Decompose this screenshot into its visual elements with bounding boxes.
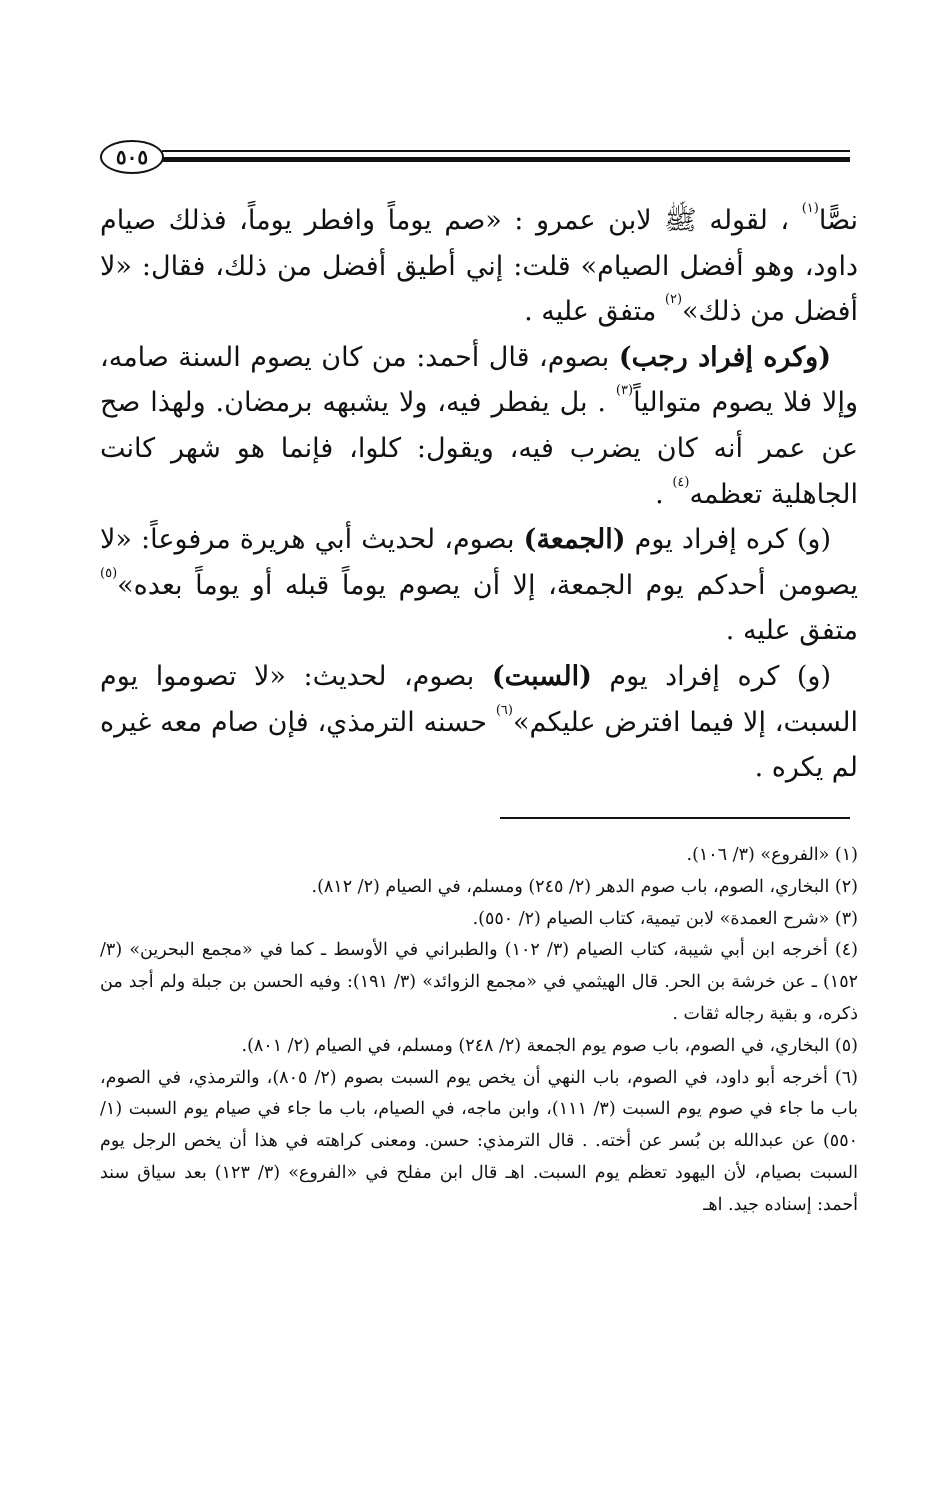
header-rule-thin [162, 150, 850, 152]
text-run: نصًّا [818, 205, 858, 236]
footnote-3: (٣) «شرح العمدة» لابن تيمية، كتاب الصيام (٢/ ٥٥٠). [472, 908, 858, 929]
footnote-ref: (٣) [615, 383, 634, 399]
text-run: بصوم، لحديث: «لا تصوموا يوم السبت، إلا فيما افترض عليكم» [100, 660, 858, 738]
footnote-ref: (٥) [100, 565, 118, 581]
paragraph-3 [100, 517, 858, 654]
text-run: . بل يفطر فيه، ولا يشبهه برمضان. ولهذا صح عن عمر أنه كان يضرب فيه، ويقول: كلوا، فإنما هو شهر كانت الجاهلية تعظمه [100, 387, 858, 510]
page-header [100, 140, 850, 180]
main-text [100, 198, 858, 791]
footnote-ref: (٢) [664, 292, 683, 308]
text-run: بصوم، لحديث أبي هريرة مرفوعاً: «لا يصومن أحدكم يوم الجمعة، إلا أن يصوم يوماً قبله أو يوماً بعده» [100, 524, 858, 601]
footnote-4: (٤) أخرجه ابن أبي شيبة، كتاب الصيام (٣/ ١٠٢) والطبراني في الأوسط ـ كما في «مجمع البحرين» (٣/ ١٥٢) ـ عن خرشة بن الحر. قال الهيثمي في «مجمع الزوائد» (٣/ ١٩١): وفيه الحسن بن جبلة ولم أجد من ذكره، و بقية رجاله ثقات . [100, 940, 858, 1024]
paragraph-1 [100, 198, 858, 335]
footnote-separator [500, 817, 850, 819]
text-run: متفق عليه . [725, 615, 858, 647]
text-run: بصوم، قال أحمد: من كان يصوم السنة صامه، وإلا فلا يصوم متوالياً [100, 341, 858, 419]
bold-term: (الجمعة) [523, 524, 626, 556]
footnotes [100, 840, 858, 1222]
text-run: ، لقوله ﷺ لابن عمرو : «صم يوماً وافطر يوماً، فذلك صيام داود، وهو أفضل الصيام» قلت: إني أطيق أفضل من ذلك، فقال: «لا أفضل من ذلك» [100, 205, 858, 328]
footnote-ref: (٤) [672, 474, 690, 490]
footnote-5: (٥) البخاري، في الصوم، باب صوم يوم الجمعة (٢/ ٢٤٨) ومسلم، في الصيام (٢/ ٨٠١). [241, 1035, 858, 1056]
footnote-2: (٢) البخاري، الصوم، باب صوم الدهر (٢/ ٢٤٥) ومسلم، في الصيام (٢/ ٨١٢). [311, 876, 858, 897]
text-run: . [655, 478, 673, 510]
bold-term: (وكره إفراد رجب) [618, 341, 831, 373]
footnote-1: (١) «الفروع» (٣/ ١٠٦). [686, 845, 858, 865]
text-run: حسنه الترمذي، فإن صام معه غيره لم يكره . [100, 706, 858, 784]
paragraph-2 [100, 335, 858, 517]
header-rule-thick [162, 157, 850, 162]
footnote-6: (٦) أخرجه أبو داود، في الصوم، باب النهي أن يخص يوم السبت بصوم (٢/ ٨٠٥)، والترمذي، في الصوم، باب ما جاء في صوم يوم السبت (٣/ ١١١)، وابن ماجه، في الصيام، باب ما جاء في صيام يوم السبت (١/ ٥٥٠) عن عبدالله بن بُسر عن أخته. . قال الترمذي: حسن. ومعنى كراهته في هذا أن يخص الرجل يوم السبت بصيام، لأن اليهود تعظم يوم السبت. اهـ قال ابن مفلح في «الفروع» (٣/ ١٢٣) بعد سياق سند أحمد: إسناده جيد. اهـ [100, 1067, 858, 1215]
footnote-ref: (١) [801, 201, 819, 216]
footnote-ref: (٦) [495, 702, 513, 718]
text-run: (و) كره إفراد يوم [591, 660, 832, 692]
paragraph-4 [100, 654, 858, 791]
text-run: (و) كره إفراد يوم [625, 524, 831, 556]
text-run: متفق عليه . [524, 296, 665, 328]
page-number: ٥٠٥ [100, 140, 164, 174]
bold-term: (السبت) [491, 660, 592, 692]
